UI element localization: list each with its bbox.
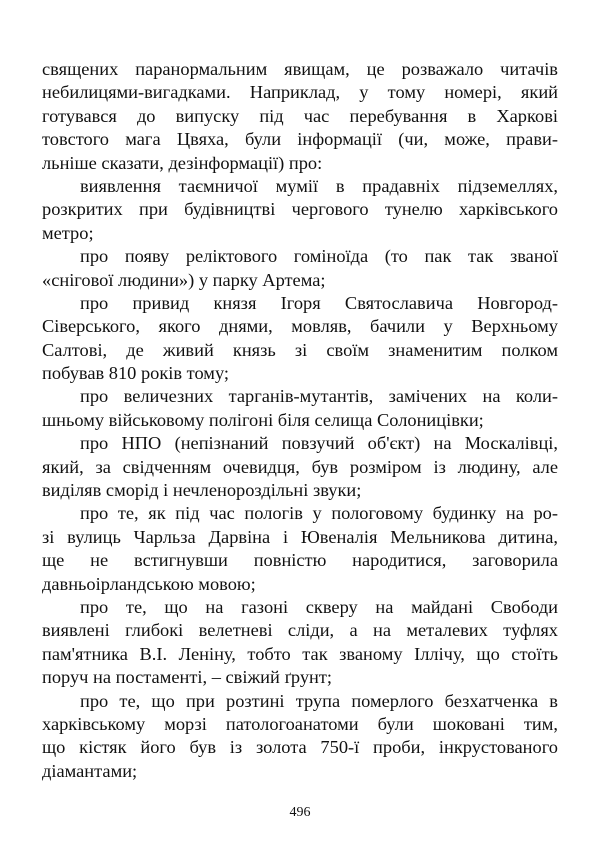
text-line: виявлення таємничої мумії в прадавніх підземеллях, bbox=[80, 175, 558, 196]
page-number: 496 bbox=[289, 805, 311, 820]
paragraph-mummy bbox=[42, 175, 558, 245]
text-line: діамантами; bbox=[42, 760, 138, 781]
text-line: поруч на постаменті, – свіжий ґрунт; bbox=[42, 667, 333, 688]
text-line: про те, що при розтині трупа померлого безхатченка в bbox=[80, 690, 558, 711]
text-line: льніше сказати, дезінформації) про: bbox=[42, 152, 323, 173]
text-line: який, за свідченням очевидця, був розміром із людину, але bbox=[42, 456, 558, 477]
text-line: харківському морзі патологоанатоми були шоковані тим, bbox=[42, 713, 558, 734]
paragraph-cockroaches bbox=[42, 385, 558, 432]
text-line: готувався до випуску під час перебування в Харкові bbox=[42, 105, 558, 126]
text-line: про появу реліктового гоміноїда (то пак так званої bbox=[80, 246, 558, 267]
paragraph-footprints bbox=[42, 596, 558, 690]
text-line: священих паранормальним явищам, це розважало читачів bbox=[42, 59, 558, 79]
paragraph-prince-ghost bbox=[42, 292, 558, 386]
text-line: розкритих при будівництві чергового тунелю харківського bbox=[42, 199, 558, 220]
text-line: пам'ятника В.І. Леніну, тобто так званому Іллічу, що стоїть bbox=[42, 643, 558, 664]
text-line: ще не встигнувши повністю народитися, заговорила bbox=[42, 550, 558, 571]
text-line: давньоірландською мовою; bbox=[42, 573, 256, 594]
text-line: про те, що на газоні скверу на майдані Свободи bbox=[80, 596, 558, 617]
paragraph-ufo bbox=[42, 432, 558, 502]
text-line: про величезних тарганів-мутантів, замічених на коли- bbox=[80, 386, 558, 407]
text-line: про привид князя Ігоря Святославича Новгород- bbox=[80, 292, 558, 313]
page-body bbox=[42, 58, 558, 783]
text-line: виділяв сморід і нечленороздільні звуки; bbox=[42, 480, 362, 501]
text-line: Сіверського, якого днями, мовляв, бачили у Верхньому bbox=[42, 316, 558, 337]
text-line: про НПО (непізнаний повзучий об'єкт) на Москалівці, bbox=[80, 433, 558, 454]
text-line: виявлені глибокі велетневі сліди, а на металевих туфлях bbox=[42, 620, 558, 641]
text-line: побував 810 років тому; bbox=[42, 363, 230, 384]
text-line: шньому військовому полігоні біля селища Солоницівки; bbox=[42, 409, 484, 430]
text-line: що кістяк його був із золота 750-ї проби, інкрустованого bbox=[42, 737, 558, 758]
text-line: метро; bbox=[42, 222, 94, 243]
paragraph-intro bbox=[42, 58, 558, 175]
text-line: товстого мага Цвяха, були інформації (чи, може, прави- bbox=[42, 129, 558, 150]
paragraph-golden-skeleton bbox=[42, 690, 558, 784]
paragraph-newborn bbox=[42, 502, 558, 596]
text-line: Салтові, де живий князь зі своїм знаменитим полком bbox=[42, 339, 558, 360]
text-line: зі вулиць Чарльза Дарвіна і Ювеналія Мельникова дитина, bbox=[42, 526, 558, 547]
text-line: про те, як під час пологів у пологовому будинку на ро- bbox=[80, 503, 558, 524]
text-line: небилицями-вигадками. Наприклад, у тому номері, який bbox=[42, 82, 558, 103]
text-line: «снігової людини») у парку Артема; bbox=[42, 269, 326, 290]
paragraph-hominoid bbox=[42, 245, 558, 292]
